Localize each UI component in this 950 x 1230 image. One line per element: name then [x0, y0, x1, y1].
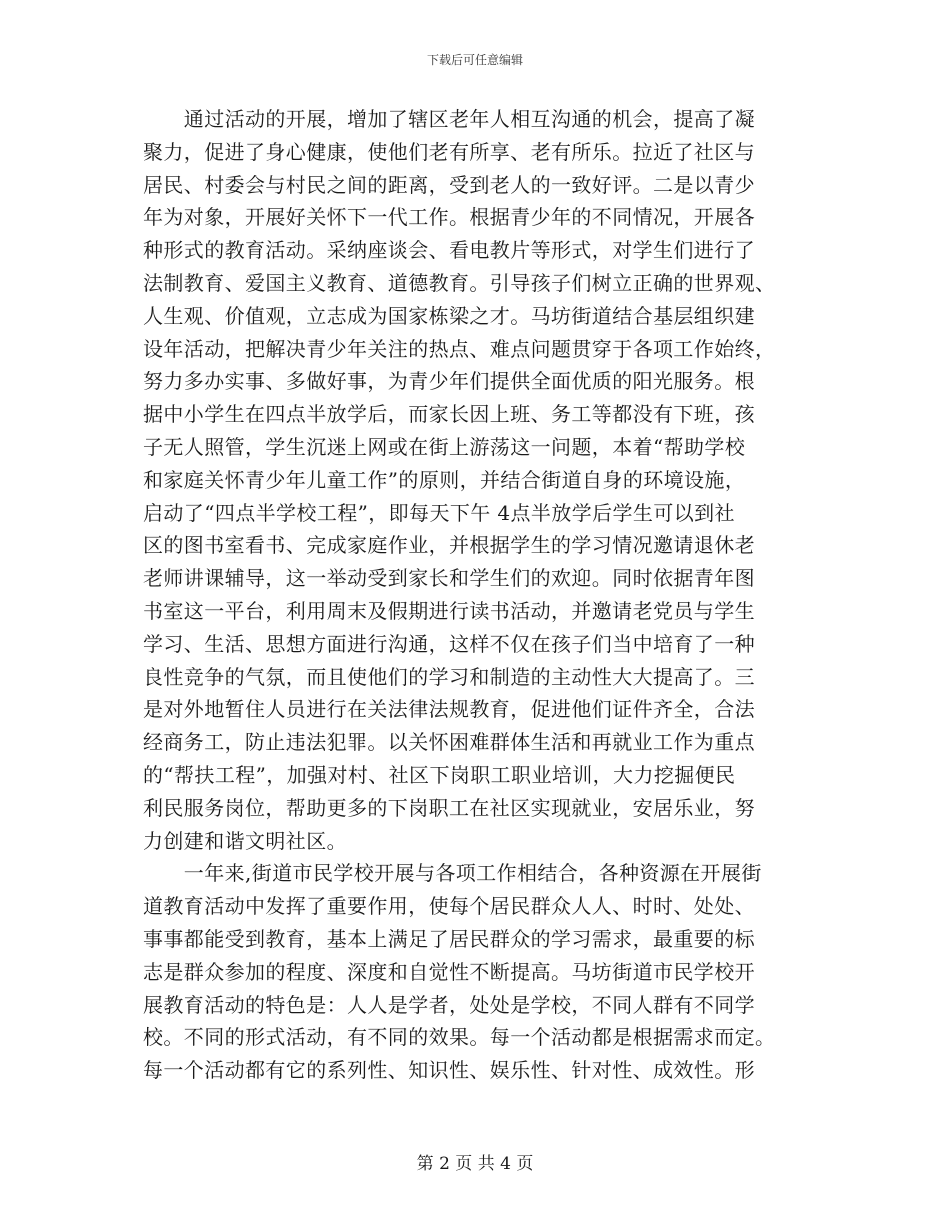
text-line: 展教育活动的特色是：人人是学者，处处是学校，不同人群有不同学 — [143, 992, 755, 1017]
text-line: 居民、村委会与村民之间的距离，受到老人的一致好评。二是以青少 — [143, 172, 755, 197]
body-text — [143, 103, 808, 1087]
text-line: 聚力，促进了身心健康，使他们老有所享、老有所乐。拉近了社区与 — [143, 139, 755, 164]
text-line: 努力多办实事、多做好事，为青少年们提供全面优质的阳光服务。根 — [143, 369, 755, 394]
text-line: 书室这一平台，利用周末及假期进行读书活动，并邀请老党员与学生 — [143, 598, 755, 623]
text-line: 道教育活动中发挥了重要作用，使每个居民群众人人、时时、处处、 — [143, 894, 755, 919]
text-line: 一年来,街道市民学校开展与各项工作相结合，各种资源在开展街 — [143, 861, 762, 886]
text-line: 人生观、价值观，立志成为国家栋梁之才。马坊街道结合基层组织建 — [143, 303, 755, 328]
text-line: 年为对象，开展好关怀下一代工作。根据青少年的不同情况，开展各 — [143, 205, 755, 230]
text-line: 是对外地暂住人员进行在关法律法规教育，促进他们证件齐全，合法 — [143, 697, 755, 722]
text-line: 志是群众参加的程度、深度和自觉性不断提高。马坊街道市民学校开 — [143, 959, 755, 984]
text-line: 启动了“四点半学校工程”，即每天下午 4点半放学后学生可以到社 — [143, 500, 735, 525]
page-header: 下载后可任意编辑 — [426, 53, 523, 67]
text-line: 经商务工，防止违法犯罪。以关怀困难群体生活和再就业工作为重点 — [143, 730, 755, 755]
text-line: 和家庭关怀青少年儿童工作”的原则，并结合街道自身的环境设施， — [143, 467, 746, 492]
text-line: 事事都能受到教育，基本上满足了居民群众的学习需求，最重要的标 — [143, 926, 755, 951]
text-line: 据中小学生在四点半放学后，而家长因上班、务工等都没有下班，孩 — [143, 402, 755, 427]
text-line: 通过活动的开展，增加了辖区老年人相互沟通的机会，提高了凝 — [143, 107, 755, 131]
text-line: 学习、生活、思想方面进行沟通，这样不仅在孩子们当中培育了一种 — [143, 631, 755, 656]
text-line: 校。不同的形式活动，有不同的效果。每一个活动都是根据需求而定。 — [143, 1025, 776, 1050]
text-line: 区的图书室看书、完成家庭作业，并根据学生的学习情况邀请退休老 — [143, 533, 755, 558]
text-line: 每一个活动都有它的系列性、知识性、娱乐性、针对性、成效性。形 — [143, 1058, 755, 1083]
text-line: 利民服务岗位，帮助更多的下岗职工在社区实现就业，安居乐业，努 — [143, 795, 755, 820]
text-line: 老师讲课辅导，这一举动受到家长和学生们的欢迎。同时依据青年图 — [143, 566, 755, 591]
text-line: 法制教育、爱国主义教育、道德教育。引导孩子们树立正确的世界观、 — [143, 270, 776, 295]
text-line: 子无人照管，学生沉迷上网或在街上游荡这一问题，本着“帮助学校 — [143, 434, 746, 459]
text-line: 设年活动，把解决青少年关注的热点、难点问题贯穿于各项工作始终， — [143, 336, 776, 361]
text-line: 种形式的教育活动。采纳座谈会、看电教片等形式，对学生们进行了 — [143, 238, 755, 263]
text-line: 力创建和谐文明社区。 — [143, 828, 347, 853]
text-line: 良性竞争的气氛，而且使他们的学习和制造的主动性大大提高了。三 — [143, 664, 755, 689]
text-line: 的“帮扶工程”，加强对村、社区下岗职工职业培训，大力挖掘便民 — [143, 762, 736, 787]
page-footer: 第 2 页 共 4 页 — [416, 1154, 534, 1174]
